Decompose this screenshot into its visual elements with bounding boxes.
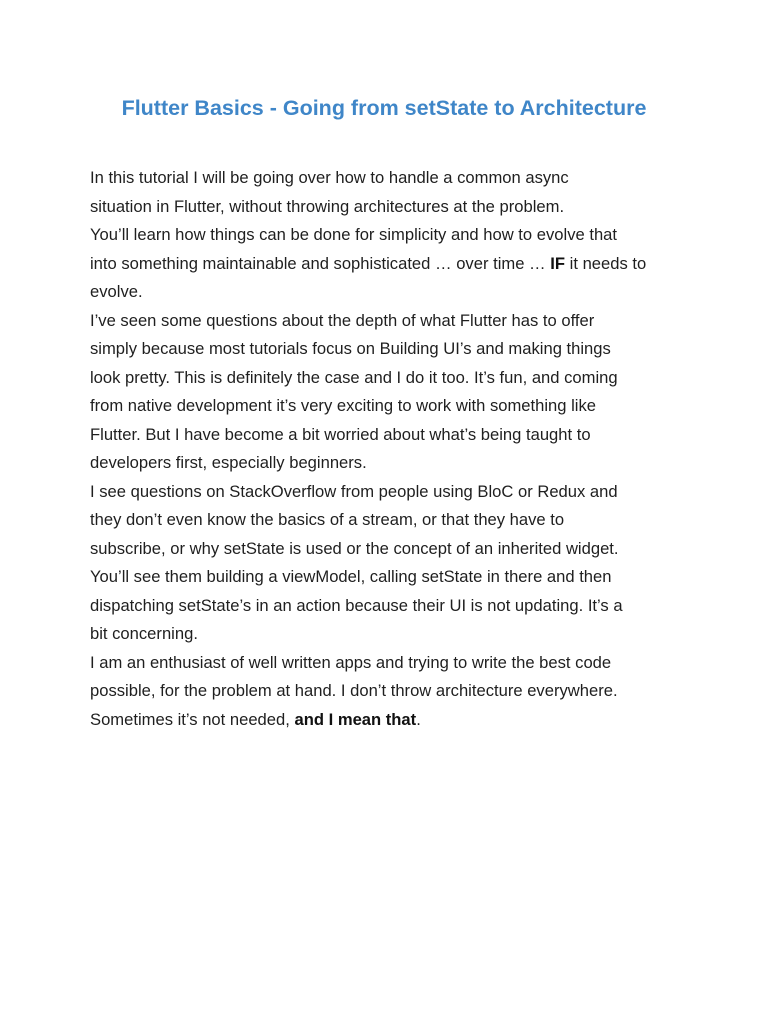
- text-line: subscribe, or why setState is used or the concept of an inherited widget.: [90, 538, 619, 558]
- page-title: Flutter Basics - Going from setState to Architecture: [121, 96, 647, 120]
- text-line: I am an enthusiast of well written apps and trying to write the best code: [90, 652, 612, 672]
- text-line: they don’t even know the basics of a stream, or that they have to: [90, 510, 565, 529]
- text-line: bit concerning.: [90, 624, 198, 643]
- text-fragment: Sometimes it’s not needed,: [90, 709, 290, 729]
- text-line: You’ll see them building a viewModel, calling setState in there and then: [90, 567, 612, 586]
- text-line: Flutter. But I have become a bit worried about what’s being taught to: [90, 424, 591, 444]
- text-line: developers first, especially beginners.: [90, 453, 367, 472]
- text-line: simply because most tutorials focus on Building UI’s and making things: [90, 339, 611, 358]
- text-fragment: .: [416, 709, 421, 729]
- article-body: [90, 164, 690, 734]
- paragraph-evolve: [90, 221, 690, 307]
- text-fragment: into something maintainable and sophisticated … over time …: [90, 253, 546, 273]
- emphasis-and-i-mean-that: and I mean that: [294, 709, 417, 729]
- text-line: evolve.: [90, 282, 143, 301]
- text-line: In this tutorial I will be going over how to handle a common async: [90, 168, 569, 187]
- paragraph-depth: [90, 307, 690, 478]
- emphasis-if: IF: [550, 253, 566, 273]
- text-line: possible, for the problem at hand. I don’t throw architecture everywhere.: [90, 681, 618, 700]
- text-line: look pretty. This is definitely the case and I do it too. It’s fun, and coming: [90, 367, 618, 387]
- text-line: situation in Flutter, without throwing architectures at the problem.: [90, 196, 565, 216]
- paragraph-intro: [90, 164, 690, 221]
- text-line: dispatching setState’s in an action because their UI is not updating. It’s a: [90, 595, 623, 615]
- text-line: I’ve seen some questions about the depth of what Flutter has to offer: [90, 310, 595, 330]
- text-fragment: it needs to: [569, 253, 647, 273]
- text-line: You’ll learn how things can be done for simplicity and how to evolve that: [90, 225, 618, 244]
- paragraph-stackoverflow: [90, 478, 690, 649]
- text-line: [90, 706, 690, 735]
- text-line: [90, 250, 690, 279]
- text-line: from native development it’s very exciting to work with something like: [90, 396, 597, 415]
- paragraph-enthusiast: [90, 649, 690, 735]
- text-line: I see questions on StackOverflow from people using BloC or Redux and: [90, 481, 618, 501]
